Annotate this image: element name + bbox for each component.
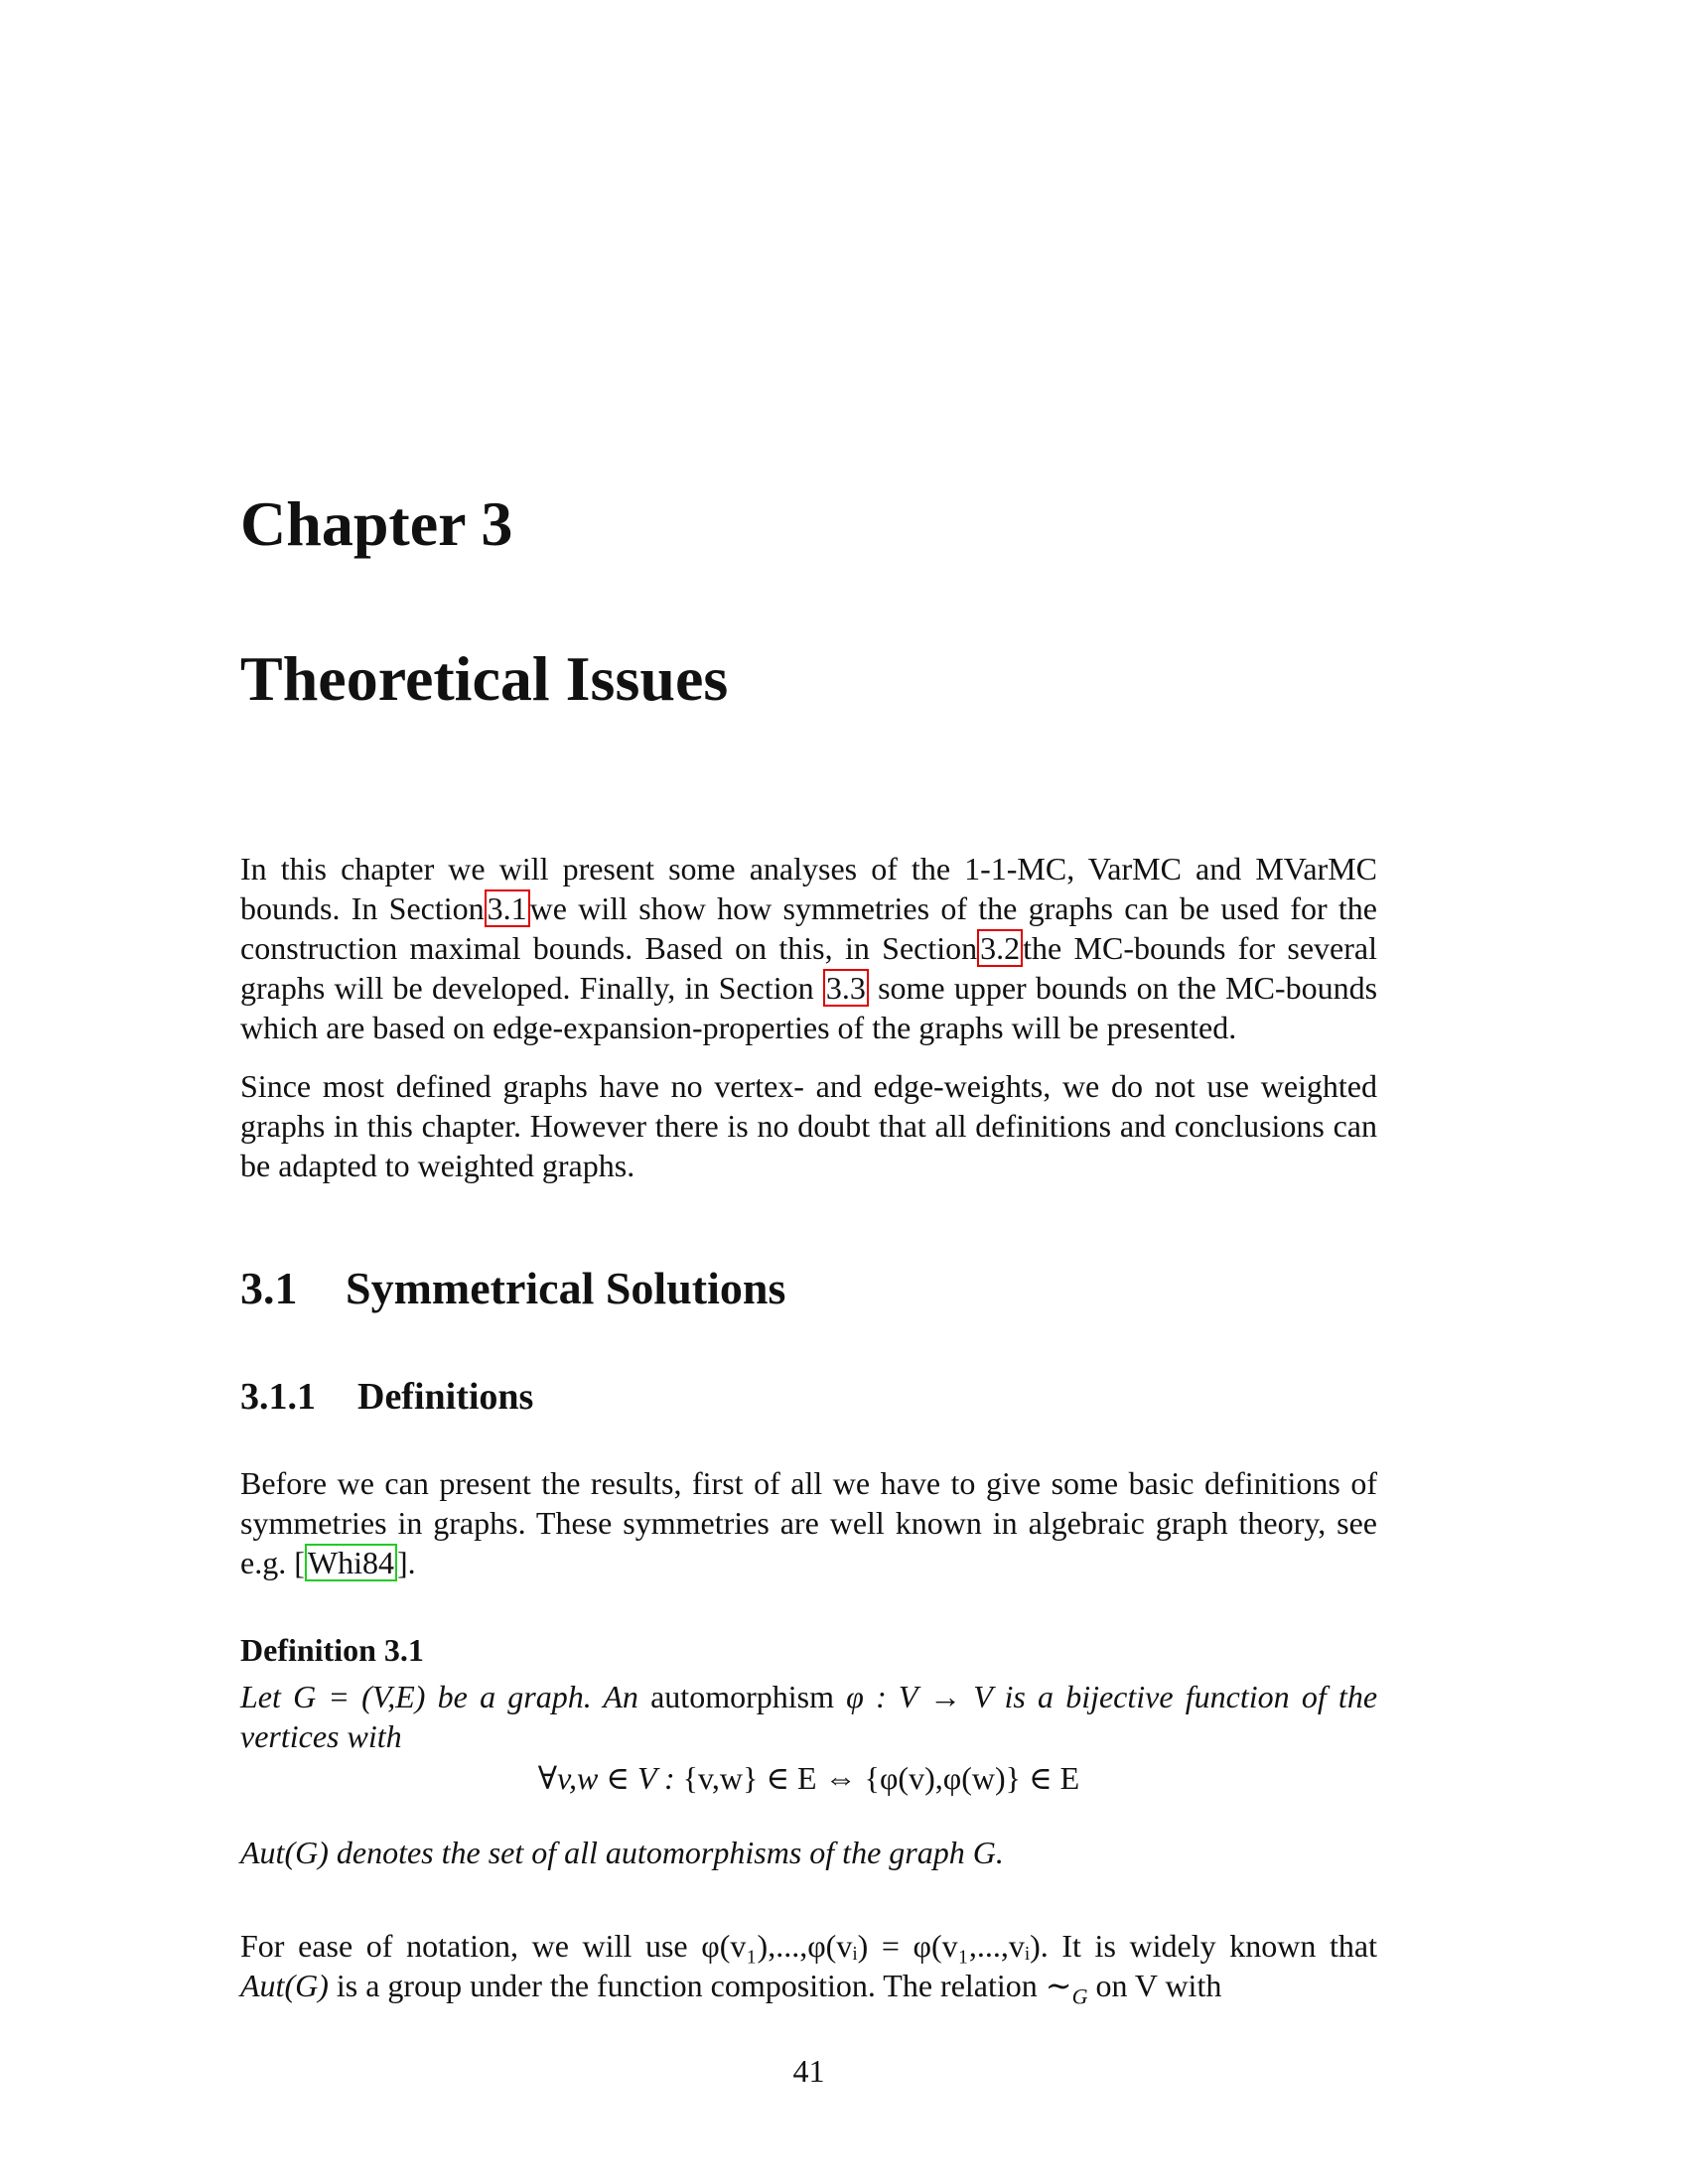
intro-text-c: the MC-bounds for several graphs will be developed. Finally, in Section [240,930,1378,1006]
intro-text-a: In this chapter we will present some analyses of the 1-1-MC, VarMC and MVarMC bounds. In Section [240,851,1377,926]
chapter-title: Theoretical Issues [240,643,729,714]
chapter-label: Chapter 3 [240,488,513,559]
automorphism-formula [240,1758,1377,1798]
formula-body: {v,w} ∈ E ⇔ {φ(v),φ(w)} ∈ E [682,1760,1080,1796]
definition-text-a: Let G = (V,E) be a graph. An [240,1679,638,1714]
aut-g-term: Aut(G) [240,1968,329,2003]
subsection-number: 3.1.1 [240,1376,316,1418]
section-link-3-2[interactable]: 3.2 [977,929,1023,967]
definition-label: Definition 3.1 [240,1632,424,1668]
section-heading [240,1263,786,1313]
notation-text-c: on V with [1095,1968,1222,2003]
definition-term: automorphism [650,1679,834,1714]
intro-text-d: some upper bounds on the MC-bounds which are based on edge-expansion-properties of the graphs will be presented. [240,970,1378,1045]
aut-definition: Aut(G) denotes the set of all automorphisms of the graph G. [240,1835,1004,1870]
subsection-heading [240,1378,533,1416]
section-number: 3.1 [240,1263,298,1313]
intro-text-b: we will show how symmetries of the graphs can be used for the construction maximal bounds. Based on this, in Section [240,890,1378,966]
definition-text-b: φ : V → V is a bijective function of the vertices with [240,1679,1378,1754]
section-link-3-1[interactable]: 3.1 [485,889,530,927]
page-number: 41 [792,2053,825,2089]
definition-text [240,1677,1377,1756]
weights-paragraph: Since most defined graphs have no vertex- and edge-weights, we do not use weighted graphs in this chapter. However there is no doubt that all definitions and conclusions can be adapted to weighted graphs. [240,1068,1377,1183]
notation-text-b: is a group under the function composition. The relation ∼ [336,1968,1072,2003]
notation-text-a: For ease of notation, we will use φ(v₁),...,φ(vᵢ) = φ(v₁,...,vᵢ). It is widely known that [240,1928,1377,1964]
formula-quantifier: ∀v,w ∈ V : [537,1760,675,1796]
citation-link-whi84[interactable]: Whi84 [305,1544,397,1581]
symmetries-text-b: ]. [396,1545,416,1580]
symmetries-paragraph [240,1463,1377,1582]
subsection-title: Definitions [357,1376,534,1418]
section-link-3-3[interactable]: 3.3 [823,969,869,1007]
relation-subscript: G [1071,1983,1088,2009]
symmetries-text-a: Before we can present the results, first of all we have to give some basic definitions of symmetries in graphs. These symmetries are well known in algebraic graph theory, see e.g. [ [240,1465,1377,1580]
section-title: Symmetrical Solutions [346,1263,786,1313]
intro-paragraph [240,849,1377,1047]
notation-paragraph [240,1926,1377,2016]
